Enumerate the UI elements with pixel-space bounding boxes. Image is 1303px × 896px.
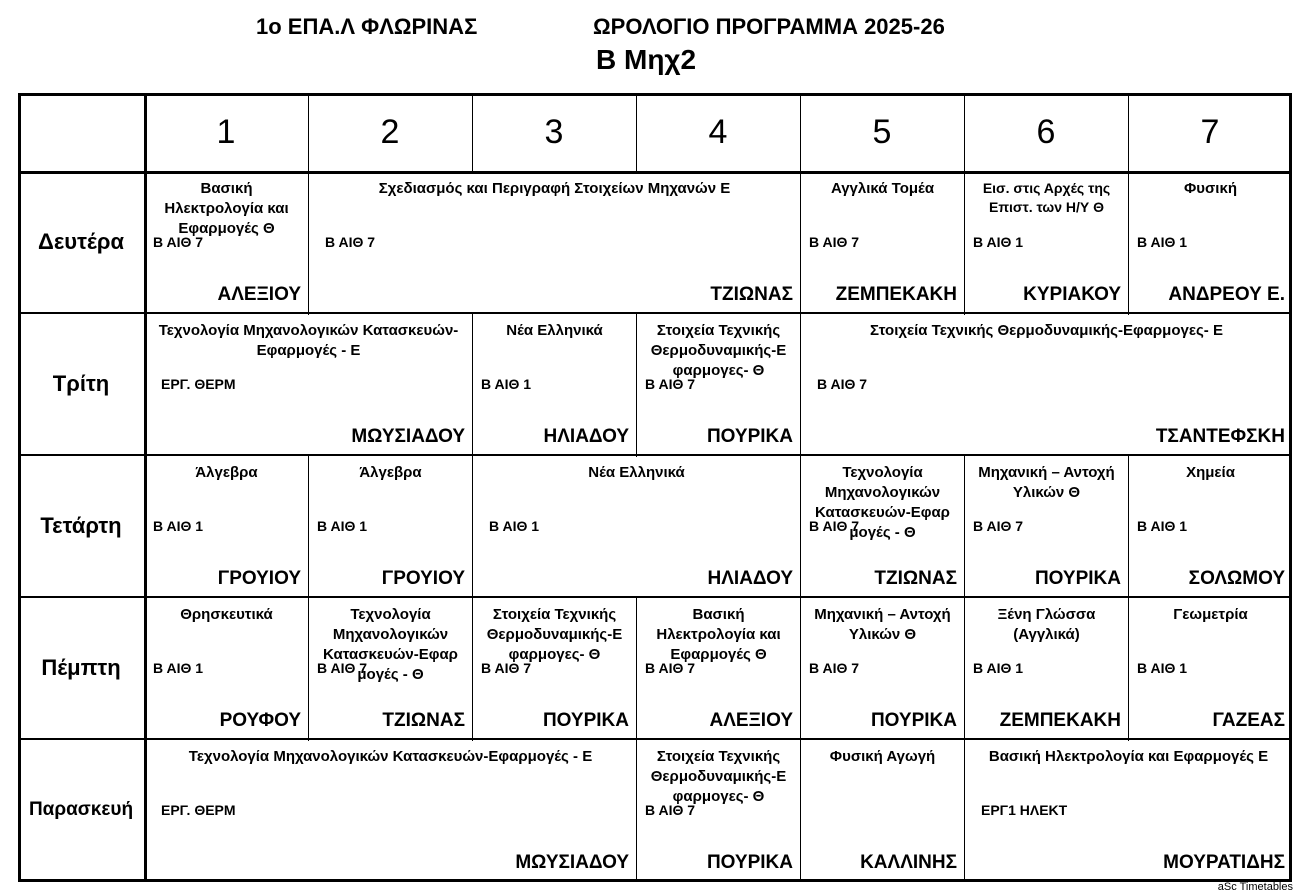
lesson-room: Β ΑΙΘ 1 [1137,234,1188,250]
lesson-subject: Άλγεβρα [195,464,258,481]
timetable-grid [18,93,1292,882]
lesson-teacher: ΚΑΛΛΙΝΗΣ [860,852,957,873]
lesson-teacher: ΚΥΡΙΑΚΟΥ [1023,284,1121,305]
lesson-room: Β ΑΙΘ 1 [153,660,204,676]
lesson-subject: Χημεία [1186,464,1235,481]
lesson-room: Β ΑΙΘ 7 [481,660,532,676]
lesson-room: Β ΑΙΘ 1 [973,234,1024,250]
lesson-room: Β ΑΙΘ 1 [317,518,368,534]
lesson-teacher: ΜΟΥΡΑΤΙΔΗΣ [1163,852,1285,873]
lesson-subject: Φυσική Αγωγή [829,748,936,765]
lesson-subject: Βασική Ηλεκτρολογία και Εφαρμογές Ε [988,748,1269,765]
lesson-subject: Φυσική [1184,180,1237,197]
lesson-teacher: ΤΖΙΩΝΑΣ [382,710,465,731]
timetable-title: ΩΡΟΛΟΓΙΟ ΠΡΟΓΡΑΜΜΑ 2025-26 [593,14,945,39]
lesson-subject: Στοιχεία Τεχνικής Θερμοδυναμικής-Ε φαρμογες- Θ [486,606,623,663]
lesson-subject: Αγγλικά Τομέα [830,180,935,197]
lesson-subject: Βασική Ηλεκτρολογία και Εφαρμογές Θ [656,606,781,663]
lesson-teacher: ΓΡΟΥΙΟΥ [381,568,465,589]
lesson-teacher: ΓΑΖΕΑΣ [1212,710,1285,731]
lesson-teacher: ΗΛΙΑΔΟΥ [543,426,629,447]
day-label: Παρασκευή [28,799,134,820]
lesson-subject: Θρησκευτικά [180,606,273,623]
lesson-room: Β ΑΙΘ 7 [153,234,204,250]
lesson-subject: Στοιχεία Τεχνικής Θερμοδυναμικής-Εφαρμογες- Ε [870,322,1223,339]
lesson-teacher: ΗΛΙΑΔΟΥ [707,568,793,589]
lesson-subject: Νέα Ελληνικά [506,322,603,339]
lesson-teacher: ΠΟΥΡΙΚΑ [706,852,793,873]
lesson-subject: Τεχνολογία Μηχανολογικών Κατασκευών-Εφαρ μογές - Θ [323,606,458,683]
lesson-room: Β ΑΙΘ 1 [973,660,1024,676]
lesson-room: Β ΑΙΘ 7 [325,234,376,250]
lesson-room: Β ΑΙΘ 7 [973,518,1024,534]
lesson-room: Β ΑΙΘ 7 [809,660,860,676]
lesson-room: Β ΑΙΘ 1 [481,376,532,392]
class-name: Β Μηχ2 [596,44,697,75]
lesson-subject: Τεχνολογία Μηχανολογικών Κατασκευών-Εφαρμογές - Ε [158,322,459,359]
lesson-teacher: ΖΕΜΠΕΚΑΚΗ [835,284,957,305]
lesson-room: Β ΑΙΘ 7 [645,376,696,392]
period-header: 3 [544,112,564,151]
lesson-teacher: ΑΝΔΡΕΟΥ Ε. [1168,284,1285,305]
lesson-teacher: ΜΩΥΣΙΑΔΟΥ [351,426,465,447]
lesson-room: Β ΑΙΘ 1 [153,518,204,534]
lesson-subject: Μηχανική – Αντοχή Υλικών Θ [814,606,951,643]
period-header: 4 [708,112,728,151]
period-header: 6 [1036,112,1056,151]
lesson-room: Β ΑΙΘ 7 [817,376,868,392]
lesson-room: ΕΡΓ1 ΗΛΕΚΤ [981,802,1068,818]
lesson-teacher: ΠΟΥΡΙΚΑ [1034,568,1121,589]
day-label: Πέμπτη [41,655,121,680]
lesson-teacher: ΖΕΜΠΕΚΑΚΗ [999,710,1121,731]
lesson-subject: Μηχανική – Αντοχή Υλικών Θ [978,464,1115,501]
period-header: 7 [1200,112,1220,151]
lesson-teacher: ΤΖΙΩΝΑΣ [874,568,957,589]
period-header: 2 [380,112,400,151]
lesson-teacher: ΑΛΕΞΙΟΥ [217,284,301,305]
day-label: Τρίτη [52,371,110,396]
lesson-room: ΕΡΓ. ΘΕΡΜ [161,802,236,818]
lesson-teacher: ΠΟΥΡΙΚΑ [542,710,629,731]
lesson-room: Β ΑΙΘ 7 [809,518,860,534]
lesson-teacher: ΠΟΥΡΙΚΑ [706,426,793,447]
lesson-subject: Στοιχεία Τεχνικής Θερμοδυναμικής-Ε φαρμογες- Θ [650,322,787,379]
lesson-teacher: ΜΩΥΣΙΑΔΟΥ [515,852,629,873]
lesson-room: Β ΑΙΘ 7 [645,660,696,676]
lesson-subject: Στοιχεία Τεχνικής Θερμοδυναμικής-Ε φαρμογες- Θ [650,748,787,805]
lesson-room: Β ΑΙΘ 1 [1137,518,1188,534]
day-label: Δευτέρα [38,229,124,254]
lesson-subject: Άλγεβρα [359,464,422,481]
lesson-subject: Ξένη Γλώσσα (Αγγλικά) [997,606,1096,643]
period-header: 1 [216,112,236,151]
school-name: 1ο ΕΠΑ.Λ ΦΛΩΡΙΝΑΣ [256,14,478,39]
lesson-room: Β ΑΙΘ 7 [809,234,860,250]
lesson-room: ΕΡΓ. ΘΕΡΜ [161,376,236,392]
footer-credit: aSc Timetables [1217,881,1293,893]
lesson-subject: Γεωμετρία [1173,606,1248,623]
lesson-teacher: ΤΣΑΝΤΕΦΣΚΗ [1155,426,1285,447]
lesson-teacher: ΠΟΥΡΙΚΑ [870,710,957,731]
lesson-teacher: ΣΟΛΩΜΟΥ [1188,568,1285,589]
lesson-room: Β ΑΙΘ 7 [317,660,368,676]
lesson-subject: Τεχνολογία Μηχανολογικών Κατασκευών-Εφαρ μογές - Θ [815,464,950,541]
lesson-teacher: ΤΖΙΩΝΑΣ [710,284,793,305]
table-border [18,93,1292,882]
lesson-subject: Βασική Ηλεκτρολογία και Εφαρμογές Θ [164,180,289,237]
lesson-teacher: ΓΡΟΥΙΟΥ [217,568,301,589]
day-label: Τετάρτη [40,513,122,538]
lesson-subject: Εισ. στις Αρχές της Επιστ. των Η/Υ Θ [982,180,1111,215]
lesson-room: Β ΑΙΘ 1 [489,518,540,534]
lesson-subject: Τεχνολογία Μηχανολογικών Κατασκευών-Εφαρμογές - Ε [188,748,593,765]
lesson-subject: Σχεδιασμός και Περιγραφή Στοιχείων Μηχανών Ε [378,180,731,197]
lesson-room: Β ΑΙΘ 1 [1137,660,1188,676]
lesson-teacher: ΑΛΕΞΙΟΥ [709,710,793,731]
lesson-room: Β ΑΙΘ 7 [645,802,696,818]
period-header: 5 [872,112,892,151]
lesson-subject: Νέα Ελληνικά [588,464,685,481]
lesson-teacher: ΡΟΥΦΟΥ [219,710,301,731]
